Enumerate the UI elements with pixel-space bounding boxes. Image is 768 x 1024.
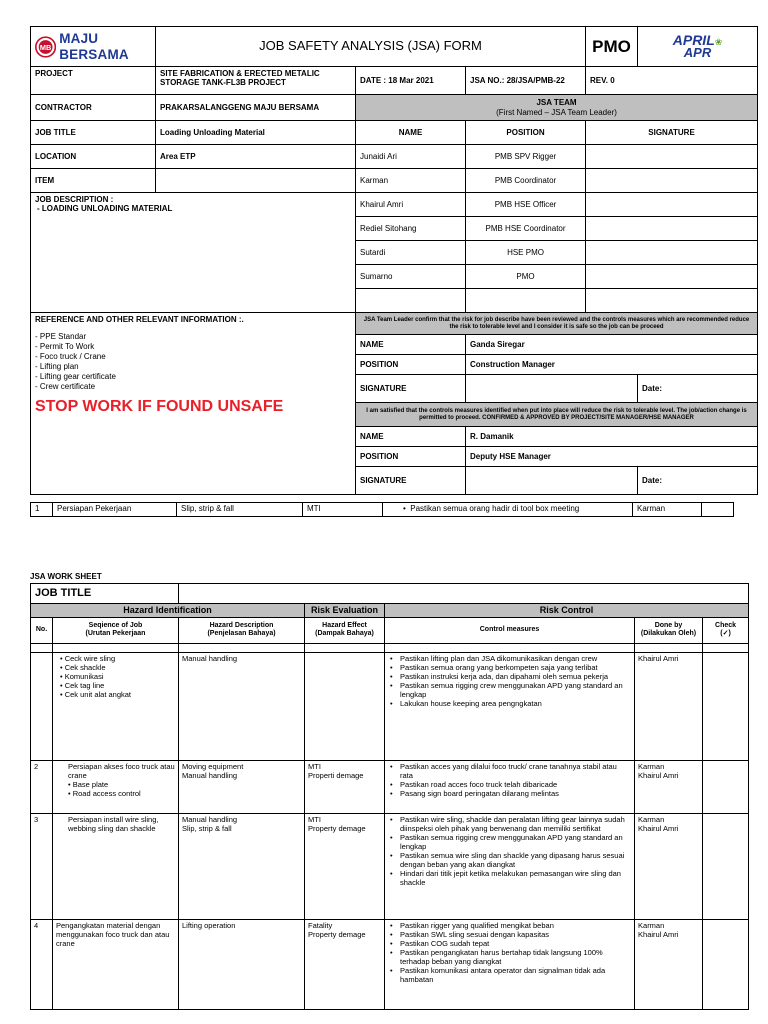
contractor-label: CONTRACTOR xyxy=(31,95,156,121)
form-title: JOB SAFETY ANALYSIS (JSA) FORM xyxy=(156,27,586,67)
col-hazard-effect: Hazard Effect (Dampak Bahaya) xyxy=(305,617,385,643)
hazard-description: Slip, strip & fall xyxy=(177,503,303,517)
item-value xyxy=(156,169,356,193)
april-logo-line2: APR xyxy=(683,44,712,60)
col-no: No. xyxy=(31,617,53,643)
worksheet-job-title-label: JOB TITLE xyxy=(31,584,179,604)
control-item: • Pastikan COG sudah tepat xyxy=(388,939,631,948)
team-member-position: PMO xyxy=(466,265,586,289)
spacer-cell xyxy=(53,643,179,652)
hazard-effect: MTI xyxy=(303,503,383,517)
jsa-team-heading xyxy=(356,95,758,121)
approver1-date-field[interactable]: Date: xyxy=(638,375,758,403)
team-col-name: NAME xyxy=(356,121,466,145)
control-item: • Pastikan rigger yang qualified mengikat beban xyxy=(388,921,631,930)
control-item: • Pastikan acces yang dilalui foco truck/ crane tanahnya stabil atau rata xyxy=(388,762,631,780)
col-check: Check (✓) xyxy=(703,617,749,643)
control-measure-text: Pastikan semua orang hadir di tool box meeting xyxy=(410,504,580,513)
control-item: • Pastikan wire sling, shackle dan peralatan lifting gear lainnya sudah diinspeksi oleh pihak yang berwenang dan memiliki sertifikat xyxy=(388,815,631,833)
team-member-position: PMB HSE Coordinator xyxy=(466,217,586,241)
col-control-measures: Control measures xyxy=(385,617,635,643)
hazard-effect: Fatality Property demage xyxy=(305,919,385,1009)
team-member-name: Khairul Amri xyxy=(356,193,466,217)
control-measures xyxy=(385,652,635,760)
jsa-team-title: JSA TEAM xyxy=(536,98,577,108)
job-step: Persiapan install wire sling, webbing sling dan shackle xyxy=(53,813,179,919)
reference-item: - Lifting plan xyxy=(35,362,351,372)
project-value: SITE FABRICATION & ERECTED METALIC STORAGE TANK-FL3B PROJECT xyxy=(156,67,356,95)
job-description-label: JOB DESCRIPTION : xyxy=(35,195,114,204)
control-item: • Pastikan semua wire sling dan shackle yang dipasang harus sesuai dengan beban yang akan diangkat xyxy=(388,851,631,869)
team-member-signature[interactable] xyxy=(586,145,758,169)
step-item: • Cek shackle xyxy=(60,663,175,672)
worksheet-row xyxy=(31,919,749,1009)
control-item: • Pastikan semua rigging crew menggunakan APD yang standard an lengkap xyxy=(388,833,631,851)
team-member-position: HSE PMO xyxy=(466,241,586,265)
worksheet-row xyxy=(31,760,749,813)
row-number: 3 xyxy=(31,813,53,919)
april-logo xyxy=(638,27,758,67)
section-risk-evaluation: Risk Evaluation xyxy=(305,604,385,618)
step-text: Persiapan akses foco truck atau crane xyxy=(68,761,175,780)
row-number: 4 xyxy=(31,919,53,1009)
control-measures xyxy=(385,760,635,813)
section-hazard-identification: Hazard Identification xyxy=(31,604,305,618)
approver2-position-value: Deputy HSE Manager xyxy=(466,447,758,467)
team-leader-statement: JSA Team Leader confirm that the risk for job describe have been reviewed and the controls measures which are recommended reduce the risk to tolerable level and I consider it is safe so the job can be proceed xyxy=(356,313,758,335)
done-by: Karman Khairul Amri xyxy=(635,760,703,813)
control-item: • Pastikan road acces foco truck telah dibaricade xyxy=(388,780,631,789)
jsa-team-subtitle: (First Named – JSA Team Leader) xyxy=(496,107,617,117)
approver2-signature-field[interactable] xyxy=(466,467,638,495)
approver1-position-label: POSITION xyxy=(356,355,466,375)
step-item: • Komunikasi xyxy=(60,672,175,681)
item-label: ITEM xyxy=(31,169,156,193)
section-risk-control: Risk Control xyxy=(385,604,749,618)
control-measures xyxy=(385,919,635,1009)
job-description xyxy=(31,193,356,313)
control-item: • Pastikan semua rigging crew menggunakan APD yang standard an lengkap xyxy=(388,681,631,699)
jsa-form-header xyxy=(30,26,758,495)
team-member-position: PMB SPV Rigger xyxy=(466,145,586,169)
job-step xyxy=(53,652,179,760)
reference-item: - Lifting gear certificate xyxy=(35,372,351,382)
team-member-position: PMB Coordinator xyxy=(466,169,586,193)
pmo-label: PMO xyxy=(586,27,638,67)
row-number xyxy=(31,652,53,760)
step-item: • Base plate xyxy=(68,780,175,789)
control-measure: • Pastikan semua orang hadir di tool box meeting xyxy=(383,503,633,517)
done-by: Karman xyxy=(633,503,702,517)
team-member-signature[interactable] xyxy=(586,241,758,265)
team-member-name: Sumarno xyxy=(356,265,466,289)
check-box[interactable] xyxy=(703,652,749,760)
approver1-name-value: Ganda Siregar xyxy=(466,335,758,355)
approver2-date-field[interactable]: Date: xyxy=(638,467,758,495)
hazard-description: Manual handling Slip, strip & fall xyxy=(179,813,305,919)
team-col-signature: SIGNATURE xyxy=(586,121,758,145)
job-step xyxy=(53,760,179,813)
done-by: Karman Khairul Amri xyxy=(635,813,703,919)
col-sequence: Seqience of Job (Urutan Pekerjaan xyxy=(53,617,179,643)
job-step: Persiapan Pekerjaan xyxy=(53,503,177,517)
spacer-cell xyxy=(703,643,749,652)
done-by: Khairul Amri xyxy=(635,652,703,760)
step-item: • Road access control xyxy=(68,789,175,798)
control-item: • Pasang sign board peringatan dilarang melintas xyxy=(388,789,631,798)
spacer-cell xyxy=(31,643,53,652)
step-item: • Cek tag line xyxy=(60,681,175,690)
control-item: • Pastikan instruksi kerja ada, dan dipahami oleh semua pekerja xyxy=(388,672,631,681)
leaf-icon: ❀ xyxy=(714,36,723,47)
job-description-value: - LOADING UNLOADING MATERIAL xyxy=(37,204,173,214)
spacer-cell xyxy=(385,643,635,652)
col-done-by: Done by (Dilakukan Oleh) xyxy=(635,617,703,643)
team-col-position: POSITION xyxy=(466,121,586,145)
approver1-name-label: NAME xyxy=(356,335,466,355)
row-number: 2 xyxy=(31,760,53,813)
hazard-effect xyxy=(305,652,385,760)
revision: REV. 0 xyxy=(586,67,758,95)
mb-logo-icon xyxy=(35,34,56,60)
reference-info xyxy=(31,313,356,495)
worksheet-job-title-value[interactable] xyxy=(179,584,749,604)
stray-worksheet-row xyxy=(30,502,734,517)
check-box[interactable] xyxy=(703,813,749,919)
approver1-signature-label: SIGNATURE xyxy=(356,375,466,403)
control-item: • Pastikan pengangkatan harus bertahap tidak langsung 100% terhadap beban yang diangkat xyxy=(388,948,631,966)
team-member-signature[interactable] xyxy=(586,289,758,313)
worksheet-row xyxy=(31,652,749,760)
check-box[interactable] xyxy=(703,919,749,1009)
approver2-position-label: POSITION xyxy=(356,447,466,467)
approver2-name-value: R. Damanik xyxy=(466,427,758,447)
team-member-name: Rediel Sitohang xyxy=(356,217,466,241)
jsa-worksheet xyxy=(30,583,749,1010)
control-item: • Pastikan SWL sling sesuai dengan kapasitas xyxy=(388,930,631,939)
team-member-signature[interactable] xyxy=(586,265,758,289)
reference-item: - PPE Standar xyxy=(35,332,351,342)
team-member-position xyxy=(466,289,586,313)
manager-approval-statement: I am satisfied that the controls measures identified when put into place will reduce the risk to tolerable level. The job/action change is permitted to proceed. CONFIRMED & APPROVED BY PROJECT/SITE MANAGER/HSE MANAGER xyxy=(356,403,758,427)
spacer-cell xyxy=(179,643,305,652)
location-value: Area ETP xyxy=(156,145,356,169)
date-field: DATE : 18 Mar 2021 xyxy=(356,67,466,95)
step-item: • Cek unit alat angkat xyxy=(60,690,175,699)
check-box[interactable] xyxy=(702,503,734,517)
check-box[interactable] xyxy=(703,760,749,813)
control-item: • Pastikan komunikasi antara operator dan signalman tidak ada hambatan xyxy=(388,966,631,984)
contractor-value: PRAKARSALANGGENG MAJU BERSAMA xyxy=(156,95,356,121)
hazard-description: Lifting operation xyxy=(179,919,305,1009)
team-member-name: Junaidi Ari xyxy=(356,145,466,169)
spacer-cell xyxy=(635,643,703,652)
control-item: • Hindari dari titik jepit ketika melakukan pemasangan wire sling dan shackle xyxy=(388,869,631,887)
project-label: PROJECT xyxy=(31,67,156,95)
company-name: MAJU BERSAMA xyxy=(59,30,129,62)
april-logo-line1: APRIL xyxy=(672,31,715,48)
svg-text:MB: MB xyxy=(39,42,52,52)
job-step: Pengangkatan material dengan menggunakan foco truck dan atau crane xyxy=(53,919,179,1009)
control-item: • Pastikan semua orang yang berkompeten saja yang terlibat xyxy=(388,663,631,672)
reference-title: REFERENCE AND OTHER RELEVANT INFORMATION :. xyxy=(35,315,244,324)
step-item: • Ceck wire sling xyxy=(60,654,175,663)
job-title-value: Loading Unloading Material xyxy=(156,121,356,145)
approver2-name-label: NAME xyxy=(356,427,466,447)
team-member-name xyxy=(356,289,466,313)
team-member-name: Karman xyxy=(356,169,466,193)
team-member-name: Sutardi xyxy=(356,241,466,265)
reference-item: - Permit To Work xyxy=(35,342,351,352)
hazard-effect: MTI Property demage xyxy=(305,813,385,919)
approver2-signature-label: SIGNATURE xyxy=(356,467,466,495)
control-item: • Pastikan lifting plan dan JSA dikomunikasikan dengan crew xyxy=(388,654,631,663)
approver1-position-value: Construction Manager xyxy=(466,355,758,375)
control-item: • Lakukan house keeping area pengngkatan xyxy=(388,699,631,708)
hazard-description: Manual handling xyxy=(179,652,305,760)
spacer-cell xyxy=(305,643,385,652)
row-number: 1 xyxy=(31,503,53,517)
control-measures xyxy=(385,813,635,919)
reference-item: - Crew certificate xyxy=(35,382,351,392)
reference-item: - Foco truck / Crane xyxy=(35,352,351,362)
job-title-label: JOB TITLE xyxy=(31,121,156,145)
team-member-signature[interactable] xyxy=(586,193,758,217)
hazard-effect: MTI Properti demage xyxy=(305,760,385,813)
reference-list xyxy=(35,332,351,392)
company-logo xyxy=(31,27,156,67)
jsa-number: JSA NO.: 28/JSA/PMB-22 xyxy=(466,67,586,95)
team-member-signature[interactable] xyxy=(586,217,758,241)
location-label: LOCATION xyxy=(31,145,156,169)
team-member-position: PMB HSE Officer xyxy=(466,193,586,217)
done-by: Karman Khairul Amri xyxy=(635,919,703,1009)
approver1-signature-field[interactable] xyxy=(466,375,638,403)
hazard-description: Moving equipment Manual handling xyxy=(179,760,305,813)
col-hazard-description: Hazard Description (Penjelasan Bahaya) xyxy=(179,617,305,643)
team-member-signature[interactable] xyxy=(586,169,758,193)
worksheet-label: JSA WORK SHEET xyxy=(30,572,102,581)
worksheet-row xyxy=(31,813,749,919)
stop-work-warning: STOP WORK IF FOUND UNSAFE xyxy=(35,398,284,416)
